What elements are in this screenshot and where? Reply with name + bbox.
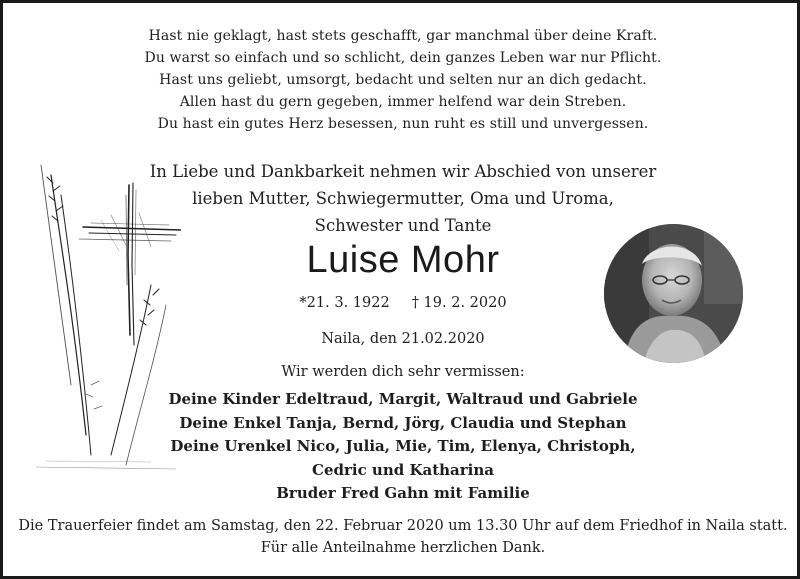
footer-line: Die Trauerfeier findet am Samstag, den 22. Februar 2020 um 13.30 Uhr auf dem Friedhof in Naila statt. [18, 518, 788, 534]
death-date: † 19. 2. 2020 [411, 295, 507, 311]
portrait-photo [604, 224, 743, 363]
birth-date: *21. 3. 1922 [299, 295, 390, 311]
place-date: Naila, den 21.02.2020 [321, 331, 485, 347]
family-line: Bruder Fred Gahn mit Familie [276, 484, 530, 503]
intro-line: Schwester und Tante [314, 216, 492, 235]
cross-with-grain-sketch-icon [31, 135, 181, 475]
intro-line: lieben Mutter, Schwiegermutter, Oma und Uroma, [192, 189, 614, 208]
family-line: Deine Urenkel Nico, Julia, Mie, Tim, Elenya, Christoph, [170, 437, 636, 456]
poem-line: Du warst so einfach und so schlicht, dein ganzes Leben war nur Pflicht. [144, 50, 662, 66]
poem [3, 25, 800, 135]
family-line: Deine Kinder Edeltraud, Margit, Waltraud und Gabriele [168, 390, 638, 408]
family-line: Deine Enkel Tanja, Bernd, Jörg, Claudia und Stephan [179, 413, 627, 432]
poem-line: Allen hast du gern gegeben, immer helfend war dein Streben. [179, 94, 627, 110]
poem-line: Hast nie geklagt, hast stets geschafft, gar manchmal über deine Kraft. [148, 28, 658, 44]
intro-line: In Liebe und Dankbarkeit nehmen wir Abschied von unserer [149, 162, 657, 181]
footer-line: Für alle Anteilnahme herzlichen Dank. [260, 540, 546, 556]
miss-line: Wir werden dich sehr vermissen: [281, 364, 525, 380]
poem-line: Du hast ein gutes Herz besessen, nun ruht es still und unvergessen. [157, 116, 649, 132]
family-line: Cedric und Katharina [312, 460, 494, 479]
portrait-icon [604, 224, 743, 363]
funeral-notice [3, 515, 800, 559]
deceased-name: Luise Mohr [306, 239, 500, 281]
poem-line: Hast uns geliebt, umsorgt, bedacht und selten nur an dich gedacht. [159, 72, 647, 88]
